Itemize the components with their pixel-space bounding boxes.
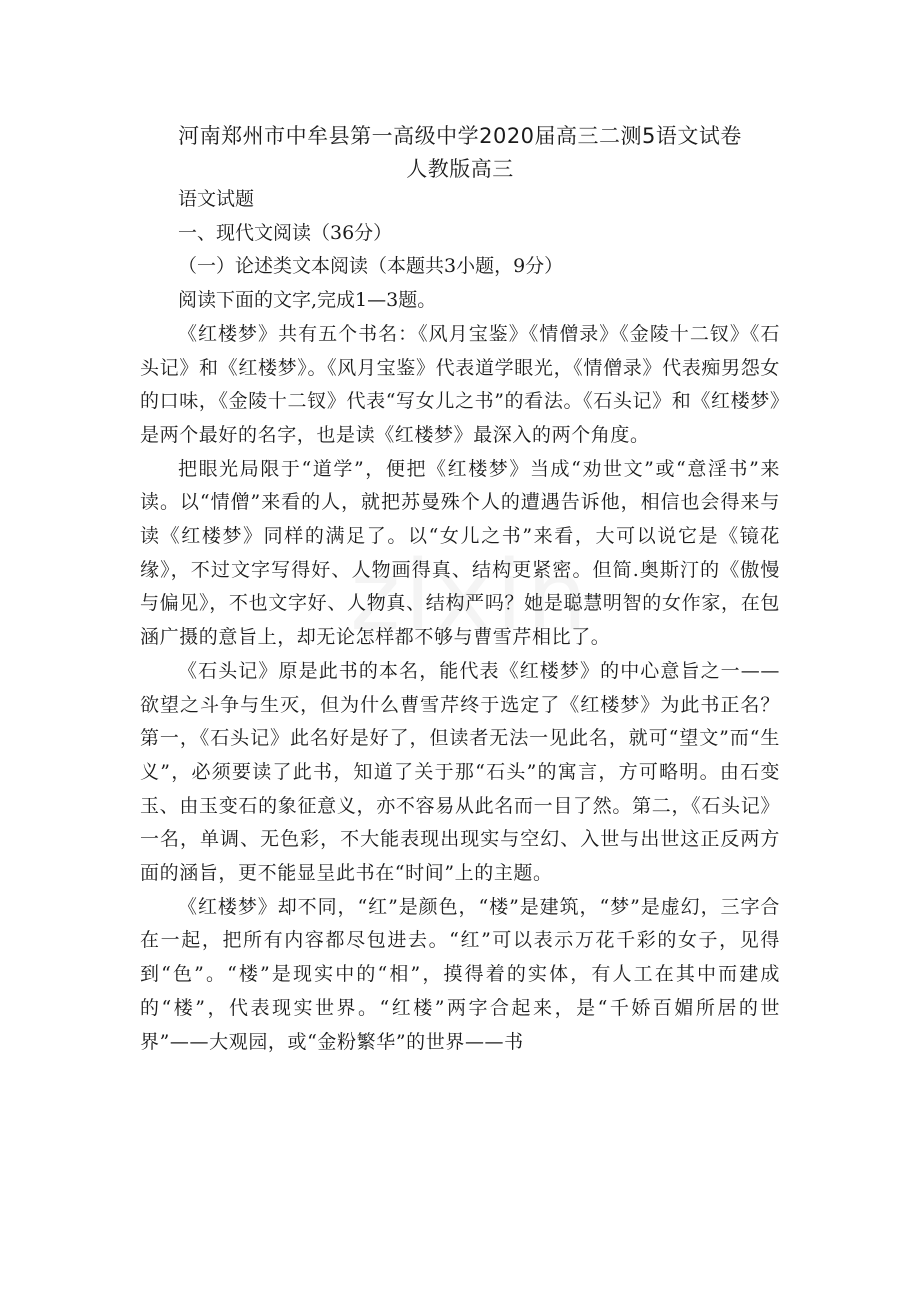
passage-paragraph: 把眼光局限于“道学”，便把《红楼梦》当成“劝世文”或“意淫书”来读。以“情僧”来看的人，就把苏曼殊个人的遭遇告诉他，相信也会得来与读《红楼梦》同样的满足了。以“女儿之书”来看，大可以说它是《镜花缘》，不过文字写得好、人物画得真、结构更紧密。但简.奥斯汀的《傲慢与偏见》，不也文字好、人物真、结构严吗？她是聪慧明智的女作家，在包涵广摄的意旨上，却无论怎样都不够与曹雪芹相比了。 <box>140 457 780 649</box>
subsection-heading: （一）论述类文本阅读（本题共3小题，9分） <box>178 255 564 278</box>
passage-paragraph: 《红楼梦》却不同，“红”是颜色，“楼”是建筑，“梦”是虚幻，三字合在一起，把所有内容都尽包进去。“红”可以表示万花千彩的女子，见得到“色”。“楼”是现实中的“相”，摸得着的实体，有人工在其中而建成的“楼”，代表现实世界。“红楼”两字合起来，是“千娇百媚所居的世界”——大观园，或“金粉繁华”的世界——书 <box>140 895 780 1053</box>
reading-instruction: 阅读下面的文字,完成1—3题。 <box>178 289 437 312</box>
document-title: 河南郑州市中牟县第一高级中学2020届高三二测5语文试卷 <box>178 124 742 148</box>
document-subtitle: 人教版高三 <box>406 157 514 181</box>
passage-paragraph: 《红楼梦》共有五个书名：《风月宝鉴》《情僧录》《金陵十二钗》《石头记》和《红楼梦》。《风月宝鉴》代表道学眼光，《情僧录》代表痴男怨女的口味，《金陵十二钗》代表“写女儿之书”的看法。《石头记》和《红楼梦》是两个最好的名字，也是读《红楼梦》最深入的两个角度。 <box>140 322 780 446</box>
section-heading: 一、现代文阅读（36分） <box>178 221 393 244</box>
subject-label: 语文试题 <box>178 188 255 210</box>
exam-body <box>140 183 780 1059</box>
passage-paragraph: 《石头记》原是此书的本名，能代表《红楼梦》的中心意旨之一——欲望之斗争与生灭，但为什么曹雪芹终于选定了《红楼梦》为此书正名？第一，《石头记》此名好是好了，但读者无法一见此名，就可“望文”而“生义”，必须要读了此书，知道了关于那“石头”的寓言，方可略明。由石变玉、由玉变石的象征意义，亦不容易从此名而一目了然。第二，《石头记》一名，单调、无色彩，不大能表现出现实与空幻、入世与出世这正反两方面的涵旨，更不能显呈此书在“时间”上的主题。 <box>140 659 780 885</box>
